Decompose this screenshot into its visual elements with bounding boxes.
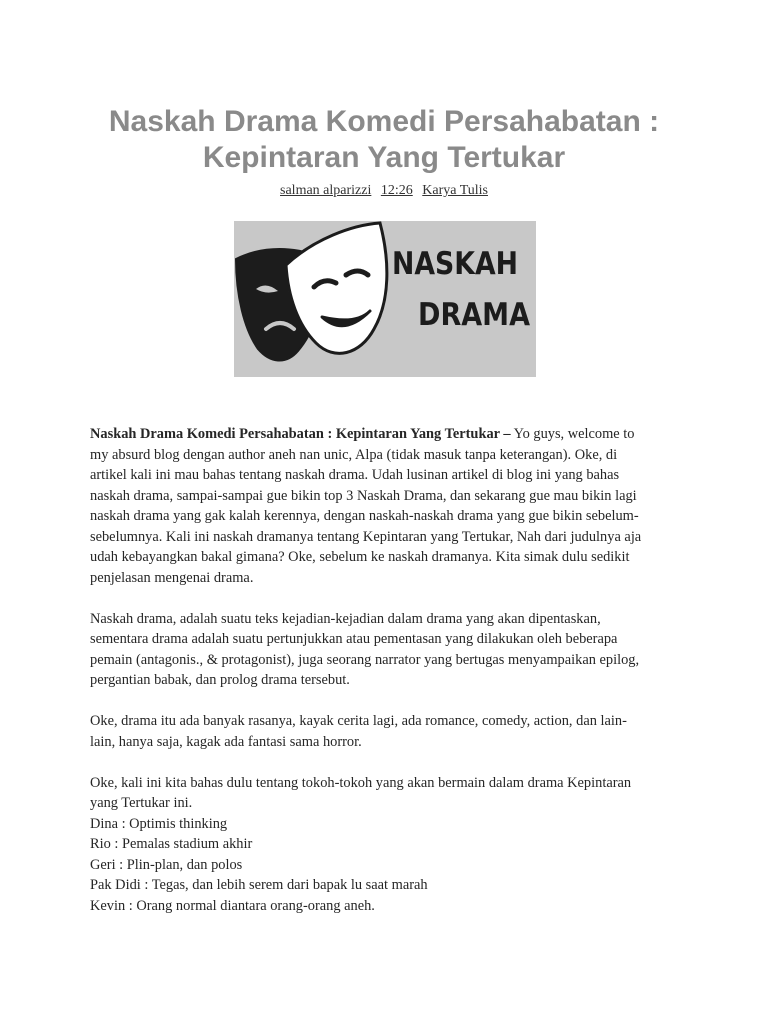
intro-line: my absurd blog dengan author aneh nan unic, Alpa (tidak masuk tanpa keterangan). Oke, di bbox=[90, 446, 618, 463]
intro-line: naskah drama, sampai-sampai gue bikin top 3 Naskah Drama, dan sekarang gue mau bikin lagi bbox=[90, 487, 637, 504]
definition-line: pemain (antagonis., & protagonist), juga seorang narrator yang bertugas menyampaikan epilog, bbox=[90, 651, 640, 668]
intro-line: naskah drama yang gak kalah kerennya, dengan naskah-naskah drama yang gue bikin sebelum- bbox=[90, 508, 639, 524]
article-body bbox=[90, 424, 680, 937]
characters-paragraph bbox=[90, 773, 680, 917]
article-title-line-1: Naskah Drama Komedi Persahabatan : bbox=[108, 105, 660, 138]
article-title bbox=[60, 104, 708, 176]
hero-image bbox=[234, 221, 536, 377]
definition-line: Naskah drama, adalah suatu teks kejadian-kejadian dalam drama yang akan dipentaskan, bbox=[90, 610, 601, 627]
hero-text-drama: DRAMA bbox=[418, 297, 531, 333]
definition-paragraph bbox=[90, 609, 680, 691]
intro-bold-lead: Naskah Drama Komedi Persahabatan : Kepintaran Yang Tertukar – bbox=[90, 426, 511, 442]
genre-paragraph bbox=[90, 711, 680, 752]
category-link[interactable]: Karya Tulis bbox=[422, 183, 488, 198]
character-pak-didi: Pak Didi : Tegas, dan lebih serem dari bapak lu saat marah bbox=[90, 877, 428, 893]
character-rio: Rio : Pemalas stadium akhir bbox=[90, 836, 253, 852]
definition-line: sementara drama adalah suatu pertunjukkan atau pementasan yang dilakukan oleh beberapa bbox=[90, 631, 618, 647]
intro-line: Yo guys, welcome to bbox=[510, 426, 635, 442]
genre-line: Oke, drama itu ada banyak rasanya, kayak cerita lagi, ada romance, comedy, action, dan lain- bbox=[90, 713, 627, 729]
definition-line: pergantian babak, dan prolog drama tersebut. bbox=[90, 672, 350, 688]
theater-masks-icon bbox=[234, 221, 536, 377]
character-kevin: Kevin : Orang normal diantara orang-orang aneh. bbox=[90, 897, 375, 914]
characters-intro-line: Oke, kali ini kita bahas dulu tentang tokoh-tokoh yang akan bermain dalam drama Kepintaran bbox=[90, 774, 632, 791]
character-dina: Dina : Optimis thinking bbox=[90, 815, 228, 832]
character-geri: Geri : Plin-plan, dan polos bbox=[90, 856, 243, 873]
characters-intro-line: yang Tertukar ini. bbox=[90, 795, 193, 811]
author-link[interactable]: salman alparizzi bbox=[280, 183, 372, 198]
intro-paragraph bbox=[90, 424, 680, 588]
genre-line: lain, hanya saja, kagak ada fantasi sama horror. bbox=[90, 733, 362, 750]
article-meta bbox=[0, 182, 768, 200]
hero-text-naskah: NASKAH bbox=[392, 246, 518, 282]
intro-line: penjelasan mengenai drama. bbox=[90, 569, 254, 586]
post-time-link[interactable]: 12:26 bbox=[380, 183, 413, 198]
article-title-line-2: Kepintaran Yang Tertukar bbox=[202, 141, 566, 174]
intro-line: sebelumnya. Kali ini naskah dramanya tentang Kepintaran yang Tertukar, Nah dari judulnya aja bbox=[90, 528, 642, 545]
intro-line: artikel kali ini mau bahas tentang naskah drama. Udah lusinan artikel di blog ini yang bahas bbox=[90, 467, 620, 483]
intro-line: udah kebayangkan bakal gimana? Oke, sebelum ke naskah dramanya. Kita simak dulu sedikit bbox=[90, 549, 630, 565]
